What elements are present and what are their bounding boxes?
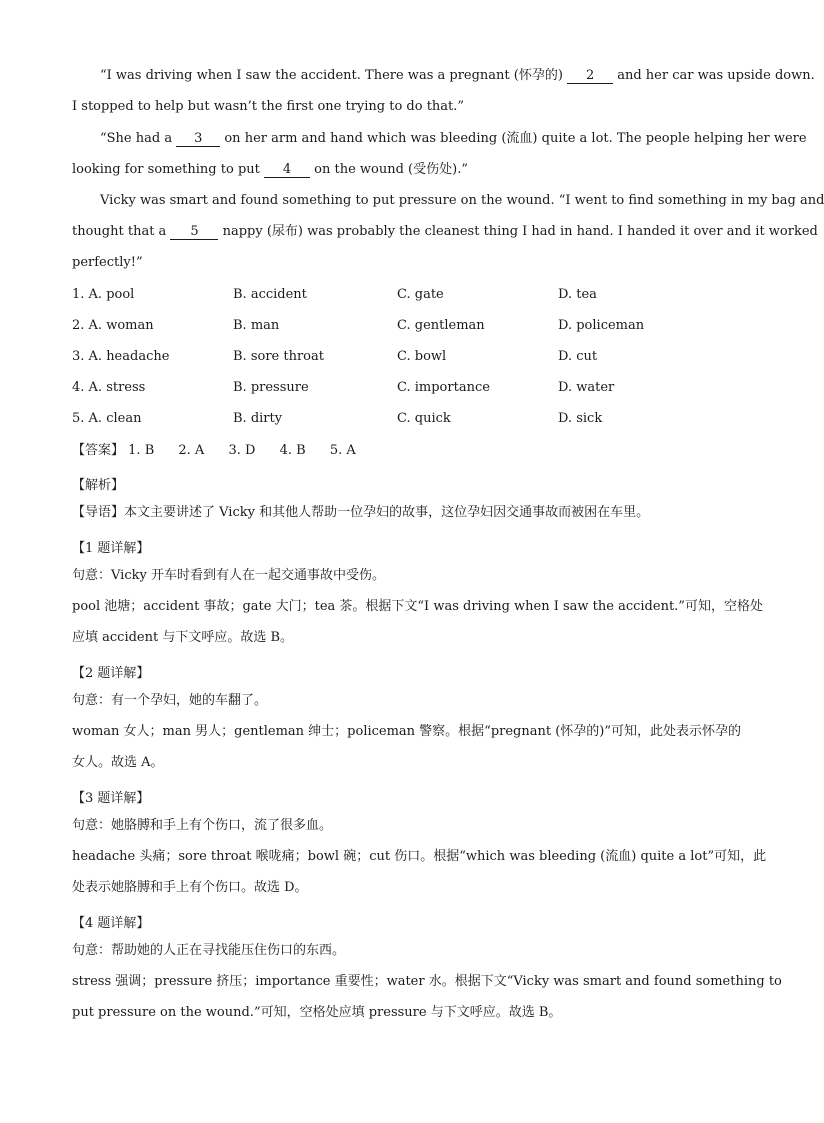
detail-text: headache 头痛；sore throat 喉咙痛；bowl 碗；cut 伤口。根据“which was bleeding (流血) quite a lot”可知，此: [72, 849, 767, 864]
option-row: [72, 287, 724, 303]
option-a: 4. A. stress: [72, 380, 146, 395]
option-b: B. dirty: [233, 411, 283, 426]
passage-line: I stopped to help but wasn’t the first one trying to do that.”: [72, 99, 465, 114]
answer-label: 【答案】: [72, 443, 125, 458]
detail-meaning: 句意：帮助她的人正在寻找能压住伤口的东西。: [72, 943, 346, 958]
detail-meaning: 句意：Vicky 开车时看到有人在一起交通事故中受伤。: [72, 568, 385, 583]
blank-3: 3: [176, 132, 220, 147]
option-c: C. gate: [397, 287, 444, 302]
passage-line: thought that a 5 nappy (尿布) was probably the cleanest thing I had in hand. I handed it over and it worked: [72, 224, 818, 239]
option-d: D. sick: [558, 411, 603, 426]
answer-item: 5. A: [329, 443, 356, 458]
option-b: B. pressure: [233, 380, 309, 395]
blank-5: 5: [170, 225, 218, 240]
option-a: 5. A. clean: [72, 411, 142, 426]
guide-text: 本文主要讲述了 Vicky 和其他人帮助一位孕妇的故事，这位孕妇因交通事故而被困在车里。: [124, 505, 650, 520]
option-b: B. accident: [233, 287, 307, 302]
guide-label: 【导语】: [72, 505, 125, 520]
detail-meaning: 句意：她胳膊和手上有个伤口，流了很多血。: [72, 818, 333, 833]
detail-title: 【4 题详解】: [72, 916, 150, 931]
guide-line: [72, 505, 649, 521]
answer-line: [72, 443, 376, 459]
passage-line: Vicky was smart and found something to put pressure on the wound. “I went to find something in my bag and: [100, 193, 824, 208]
detail-meaning: 句意：有一个孕妇，她的车翻了。: [72, 693, 268, 708]
option-c: C. bowl: [397, 349, 447, 364]
passage-line: “I was driving when I saw the accident. There was a pregnant (怀孕的) 2 and her car was upside down.: [100, 68, 815, 83]
detail-text: pool 池塘；accident 事故；gate 大门；tea 茶。根据下文“I was driving when I saw the accident.”可知，空格处: [72, 599, 763, 614]
detail-title: 【2 题详解】: [72, 666, 150, 681]
blank-2: 2: [567, 69, 613, 84]
passage-line: looking for something to put 4 on the wound (受伤处).”: [72, 162, 468, 177]
option-row: [72, 349, 724, 365]
detail-text: 应填 accident 与下文呼应。故选 B。: [72, 630, 294, 645]
detail-text: stress 强调；pressure 挤压；importance 重要性；water 水。根据下文“Vicky was smart and found something to: [72, 974, 782, 989]
option-d: D. water: [558, 380, 615, 395]
detail-title: 【1 题详解】: [72, 541, 150, 556]
option-b: B. man: [233, 318, 280, 333]
option-b: B. sore throat: [233, 349, 324, 364]
detail-text: 处表示她胳膊和手上有个伤口。故选 D。: [72, 880, 308, 895]
detail-text: woman 女人；man 男人；gentleman 绅士；policeman 警察。根据“pregnant (怀孕的)”可知，此处表示怀孕的: [72, 724, 742, 739]
answer-item: 4. B: [279, 443, 306, 458]
passage-line: perfectly!”: [72, 255, 143, 270]
detail-text: put pressure on the wound.”可知，空格处应填 pressure 与下文呼应。故选 B。: [72, 1005, 562, 1020]
option-c: C. gentleman: [397, 318, 485, 333]
passage-line: “She had a 3 on her arm and hand which was bleeding (流血) quite a lot. The people helping her were: [100, 131, 807, 146]
answer-item: 3. D: [228, 443, 256, 458]
option-row: [72, 380, 724, 396]
detail-title: 【3 题详解】: [72, 791, 150, 806]
detail-text: 女人。故选 A。: [72, 755, 164, 770]
blank-4: 4: [264, 163, 310, 178]
option-a: 1. A. pool: [72, 287, 135, 302]
analysis-label: 【解析】: [72, 478, 125, 493]
option-c: C. importance: [397, 380, 490, 395]
option-a: 2. A. woman: [72, 318, 154, 333]
option-d: D. cut: [558, 349, 598, 364]
answer-item: 2. A: [178, 443, 205, 458]
option-row: [72, 318, 724, 334]
option-a: 3. A. headache: [72, 349, 170, 364]
answer-item: 1. B: [128, 443, 155, 458]
option-row: [72, 411, 724, 427]
option-c: C. quick: [397, 411, 451, 426]
option-d: D. tea: [558, 287, 597, 302]
option-d: D. policeman: [558, 318, 645, 333]
